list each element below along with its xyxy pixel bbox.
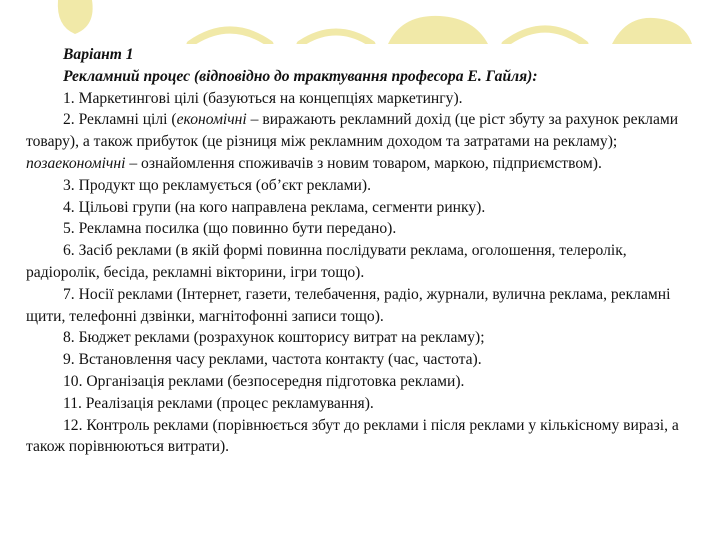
document-heading: Рекламний процес (відповідно до трактування професора Е. Гайля): — [63, 67, 538, 85]
list-item: 11. Реалізація реклами (процес рекламування). — [63, 394, 374, 412]
item-text: 2. Рекламні цілі ( — [63, 111, 177, 129]
list-item: 5. Рекламна посилка (що повинно бути передано). — [63, 220, 397, 238]
list-item: 7. Носії реклами (Інтернет, газети, телебачення, радіо, журнали, вулична реклама, рекламні щити, телефонні дзвінки, магнітофонні записи тощо). — [26, 285, 671, 325]
list-item: 9. Встановлення часу реклами, частота контакту (час, частота). — [63, 351, 482, 369]
list-item: 3. Продукт що рекламується (об’єкт реклами). — [63, 176, 371, 194]
list-item: 1. Маркетингові цілі (базуються на концепціях маркетингу). — [63, 89, 463, 107]
list-item: 4. Цільові групи (на кого направлена реклама, сегменти ринку). — [63, 198, 486, 216]
deco-blob — [612, 18, 692, 44]
deco-arc — [505, 29, 585, 44]
list-item: 10. Організація реклами (безпосередня підготовка реклами). — [63, 372, 465, 390]
list-item — [26, 109, 694, 174]
decorative-arcs — [0, 0, 720, 44]
item-emphasis: економічні — [176, 111, 247, 129]
deco-arc — [190, 30, 270, 44]
deco-arc — [300, 32, 372, 44]
item-text: – ознайомлення споживачів з новим товаром, маркою, підприємством). — [125, 154, 602, 172]
list-item: 8. Бюджет реклами (розрахунок кошторису витрат на рекламу); — [63, 329, 485, 347]
deco-blob — [58, 0, 93, 34]
document-body — [26, 44, 694, 458]
variant-label: Варіант 1 — [63, 46, 134, 63]
list-item: 6. Засіб реклами (в якій формі повинна послідувати реклама, оголошення, телеролік, радіоролік, бесіда, рекламні вікторини, ігри тощо). — [26, 242, 627, 281]
item-text: – виражають рекламний дохід (це ріст збуту за рахунок реклами товару), а також прибуток (це різниця між рекламним доходом та затратами на рекламу); — [26, 111, 679, 151]
list-item: 12. Контроль реклами (порівнюється збут до реклами і після реклами у кількісному виразі, а також порівнюються витрати). — [26, 416, 679, 456]
item-emphasis: позаекономічні — [26, 154, 126, 172]
deco-blob — [388, 16, 488, 44]
